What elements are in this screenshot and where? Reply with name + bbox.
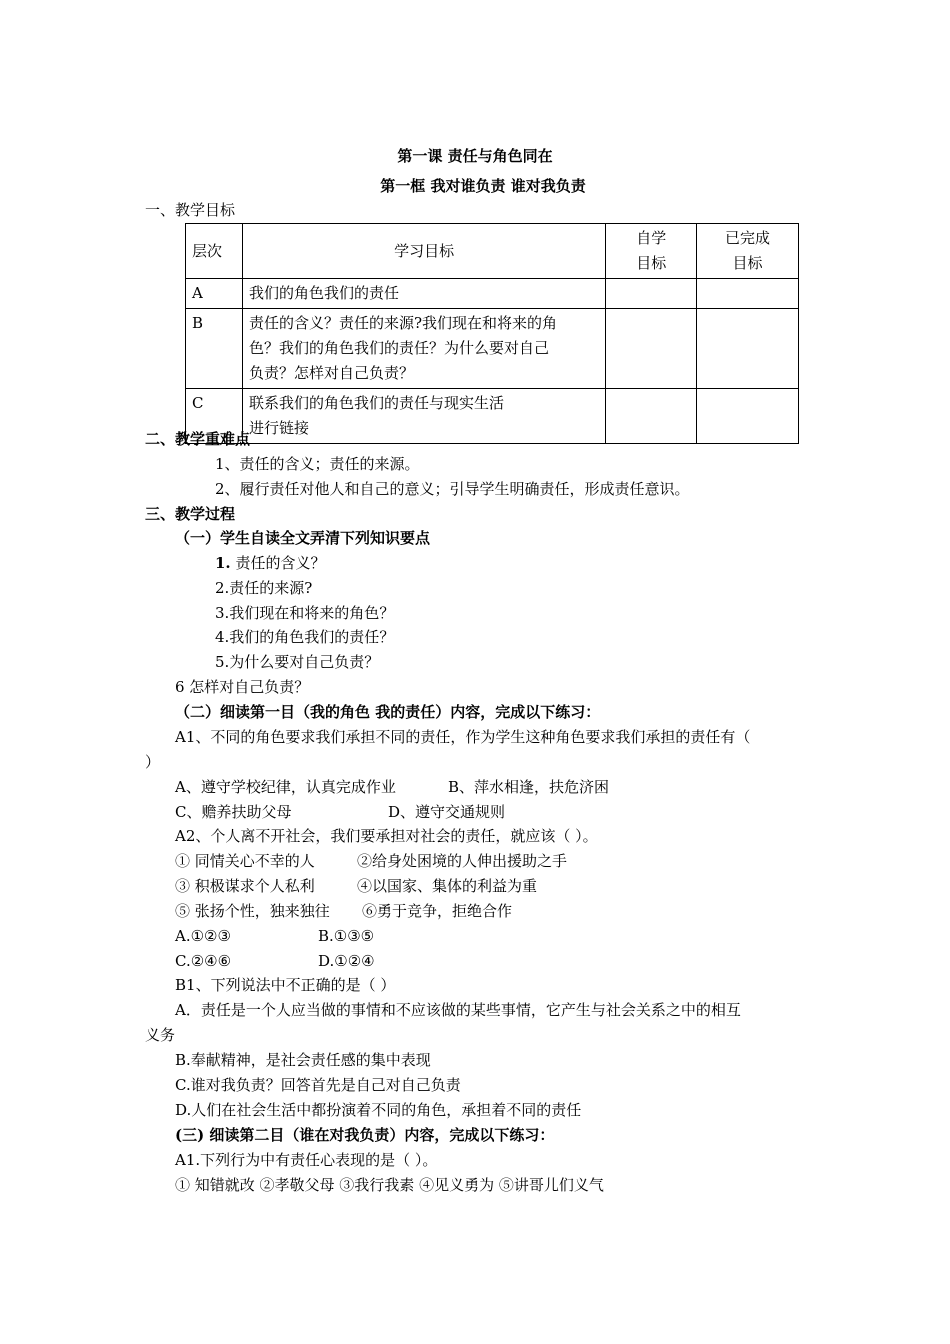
page-title: 第一课 责任与角色同在 [397, 147, 553, 165]
choice-text: ④以国家、集体的利益为重 [357, 877, 538, 895]
part2-heading: （二）细读第一目（我的角色 我的责任）内容，完成以下练习： [175, 703, 601, 721]
part3-heading: (三) 细读第二目（谁在对我负责）内容，完成以下练习： [175, 1126, 555, 1144]
section2-item: 2、履行责任对他人和自己的意义；引导学生明确责任，形成责任意识。 [215, 480, 690, 498]
row-level: C [186, 389, 243, 444]
choice-text: ②给身处困境的人伸出援助之手 [357, 852, 568, 870]
row-done-cell [697, 309, 799, 389]
header-level: 层次 [186, 224, 243, 279]
part1-item1-number: 1. [215, 554, 231, 572]
choice-text: ⑤ 张扬个性，独来独往 [175, 902, 330, 920]
goal-line: 负责？怎样对自己负责？ [248, 364, 414, 382]
option-text: A．责任是一个人应当做的事情和不应该做的某些事情，它产生与社会关系之中的相互 [175, 1001, 741, 1019]
header-done-line2: 目标 [732, 254, 763, 272]
header-self-study [606, 224, 697, 279]
part1-item: 3.我们现在和将来的角色？ [215, 604, 395, 622]
table-header-row [186, 224, 799, 279]
row-goal [242, 389, 605, 444]
row-self-cell [606, 279, 697, 309]
row-goal [242, 279, 605, 309]
part1-heading: （一）学生自读全文弄清下列知识要点 [175, 529, 431, 547]
section1-heading: 一、教学目标 [145, 201, 236, 219]
table-row [186, 279, 799, 309]
choice-text: ① 知错就改 ②孝敬父母 ③我行我素 ④见义勇为 ⑤讲哥儿们义气 [175, 1176, 604, 1194]
goal-line: 进行链接 [248, 419, 309, 437]
part1-item [215, 553, 325, 573]
row-level: B [186, 309, 243, 389]
choice-text: ③ 积极谋求个人私利 [175, 877, 315, 895]
goal-line: 责任的含义？责任的来源?我们现在和将来的角 [248, 314, 557, 332]
row-goal [242, 309, 605, 389]
question-text: B1、下列说法中不正确的是（ ） [175, 976, 396, 994]
option-text: A、遵守学校纪律，认真完成作业 [175, 778, 396, 796]
table-row [186, 389, 799, 444]
table-row [186, 309, 799, 389]
option-text: B.奉献精神，是社会责任感的集中表现 [175, 1051, 431, 1069]
option-text: A.①②③ [175, 927, 231, 945]
option-text: 义务 [145, 1026, 176, 1044]
objectives-table [185, 223, 799, 444]
part1-item1-text: 责任的含义？ [235, 554, 326, 572]
option-text: D、遵守交通规则 [388, 803, 506, 821]
option-text: C.谁对我负责？回答首先是自己对自己负责 [175, 1076, 461, 1094]
row-done-cell [697, 389, 799, 444]
goal-line: 色？我们的角色我们的责任？为什么要对自己 [248, 339, 549, 357]
header-completed [697, 224, 799, 279]
option-text: B、萍水相逢，扶危济困 [448, 778, 610, 796]
row-self-cell [606, 309, 697, 389]
question-text: A1.下列行为中有责任心表现的是（ ）。 [175, 1151, 438, 1169]
part1-item: 5.为什么要对自己负责？ [215, 653, 380, 671]
goal-line: 我们的角色我们的责任 [248, 284, 399, 302]
goal-line: 联系我们的角色我们的责任与现实生活 [248, 394, 504, 412]
choice-text: ① 同情关心不幸的人 [175, 852, 315, 870]
question-text: A1、不同的角色要求我们承担不同的责任，作为学生这种角色要求我们承担的责任有（ [175, 728, 751, 746]
page-subtitle: 第一框 我对谁负责 谁对我负责 [380, 177, 586, 195]
section2-heading: 二、教学重难点 [145, 430, 251, 448]
part1-item: 4.我们的角色我们的责任？ [215, 628, 395, 646]
part1-item: 6 怎样对自己负责？ [175, 678, 310, 696]
header-self-line2: 目标 [636, 254, 667, 272]
header-done-line1: 已完成 [725, 229, 771, 247]
part1-item: 2.责任的来源? [215, 579, 313, 597]
section2-item: 1、责任的含义；责任的来源。 [215, 455, 420, 473]
question-text: ） [145, 753, 161, 771]
option-text: D.人们在社会生活中都扮演着不同的角色，承担着不同的责任 [175, 1101, 582, 1119]
question-text: A2、个人离不开社会，我们要承担对社会的责任，就应该（ ）。 [175, 827, 598, 845]
row-level: A [186, 279, 243, 309]
option-text: D.①②④ [318, 952, 375, 970]
header-self-line1: 自学 [636, 229, 667, 247]
option-text: C.②④⑥ [175, 952, 232, 970]
choice-text: ⑥勇于竞争，拒绝合作 [362, 902, 513, 920]
section3-heading: 三、教学过程 [145, 505, 236, 523]
header-goal: 学习目标 [242, 224, 605, 279]
option-text: C、赡养扶助父母 [175, 803, 292, 821]
row-done-cell [697, 279, 799, 309]
row-self-cell [606, 389, 697, 444]
option-text: B.①③⑤ [318, 927, 375, 945]
